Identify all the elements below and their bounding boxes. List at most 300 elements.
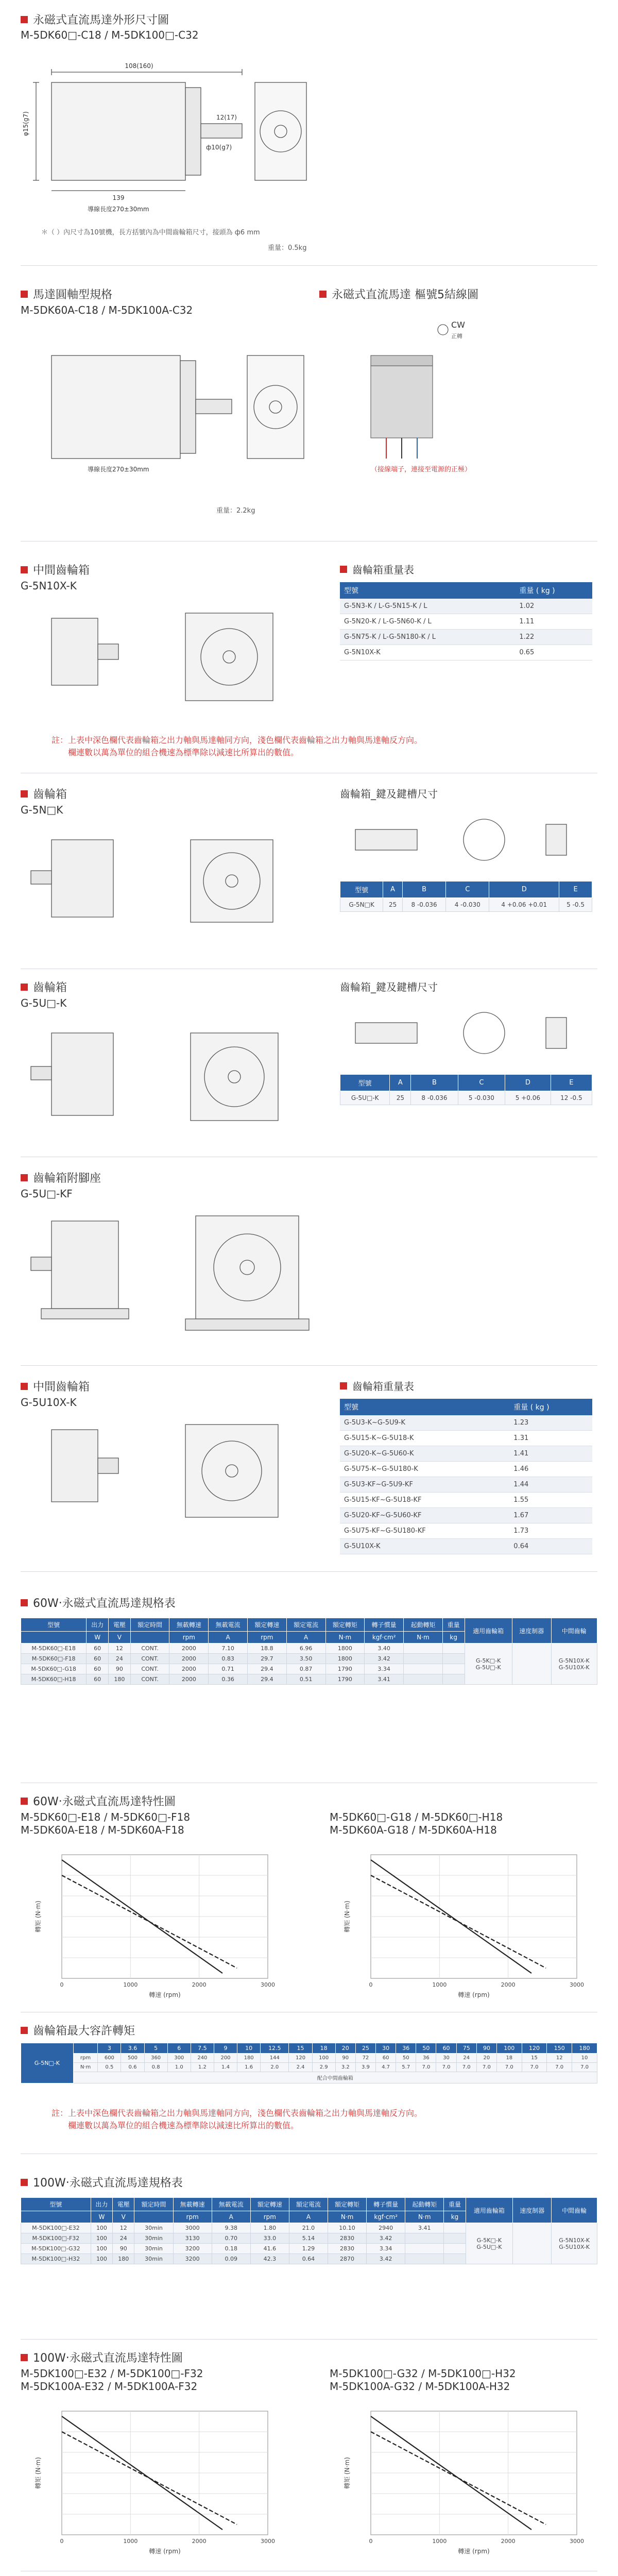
table-cell: 180 <box>237 2054 261 2063</box>
table-header: 適用齒輪箱 <box>465 1618 512 1643</box>
dim-label: φ15(g7) <box>22 111 29 136</box>
table-cell: G-5N75-K / L-G-5N180-K / L <box>340 630 515 645</box>
x-tick-label: 3000 <box>261 1981 275 1988</box>
section-title: 齒輪箱 <box>33 981 67 994</box>
table-cell: 30min <box>134 2254 173 2264</box>
table-cell: 3130 <box>173 2233 212 2244</box>
table-cell: 100 <box>312 2054 335 2063</box>
table-cell: 25 <box>383 898 403 912</box>
table-cell: G-5U20-KF~G-5U60-KF <box>340 1508 509 1523</box>
table-header: 起動轉矩 <box>405 2198 444 2211</box>
table-header: V <box>109 1632 131 1643</box>
table-row <box>21 1643 597 1654</box>
x-tick-label: 0 <box>369 1981 373 1988</box>
table-header <box>21 1632 87 1643</box>
table-cell <box>442 1664 465 1674</box>
table-cell: 配合中間齒輪箱 <box>73 2072 597 2083</box>
table-cell: 1.22 <box>515 630 592 645</box>
table-cell: 2830 <box>328 2233 367 2244</box>
table-header: kg <box>444 2211 466 2223</box>
table-row <box>340 599 592 614</box>
x-tick-label: 1000 <box>123 1981 138 1988</box>
bullet-icon <box>319 291 327 298</box>
table-cell: G-5U10X-K <box>340 1539 509 1554</box>
table-cell <box>404 1654 443 1664</box>
table-header: kgf·cm² <box>365 1632 404 1643</box>
curve-chart-60w-left <box>31 1844 288 2004</box>
table-cell: 7.0 <box>572 2063 597 2072</box>
weight-label: 重量：2.2kg <box>216 507 255 515</box>
table-header: 轉子慣量 <box>365 1618 404 1632</box>
table-header: C <box>446 882 489 898</box>
mid-gear-u-drawing <box>21 1414 319 1538</box>
table-cell: 3.34 <box>365 1664 404 1674</box>
table-header: G-5N□-K <box>21 2043 74 2083</box>
table-cell: G-5N10X-K <box>340 645 515 660</box>
table-header: 重量 ( kg ) <box>509 1399 592 1415</box>
bullet-icon <box>21 2354 28 2361</box>
table-cell: CONT. <box>130 1664 169 1674</box>
y-axis-label: 轉矩 (N·m) <box>35 1901 42 1933</box>
section-title: 齒輪箱最大容許轉矩 <box>33 2025 135 2038</box>
curve-right-line1: M-5DK60□-G18 / M-5DK60□-H18 <box>330 1811 503 1823</box>
table-header: 速度制器 <box>513 2198 552 2223</box>
table-cell: 240 <box>191 2054 214 2063</box>
table-cell: 60 <box>376 2054 396 2063</box>
table-header: W <box>87 1632 109 1643</box>
table-header <box>130 1632 169 1643</box>
x-tick-label: 3000 <box>570 2538 584 2545</box>
table-header: A <box>209 1632 248 1643</box>
bullet-icon <box>340 1382 347 1389</box>
divider <box>21 1571 597 1572</box>
section-header-key <box>340 979 438 994</box>
table-cell <box>512 1643 551 1685</box>
table-cell: 25 <box>390 1091 411 1105</box>
table-header: 9 <box>214 2043 237 2054</box>
table-cell: 12 -0.5 <box>551 1091 592 1105</box>
x-tick-label: 0 <box>60 1981 64 1988</box>
table-cell: 21.0 <box>289 2223 328 2233</box>
table-cell: 18 <box>496 2054 522 2063</box>
table-row <box>340 1091 592 1105</box>
table-cell: 72 <box>355 2054 375 2063</box>
table-cell: 42.3 <box>250 2254 289 2264</box>
table-cell: 8 -0.036 <box>411 1091 458 1105</box>
table-cell: 3.42 <box>367 2233 405 2244</box>
table-cell <box>405 2244 444 2254</box>
lead-wire-label: 導線長度270±30mm <box>88 206 149 213</box>
table-cell: 24 <box>109 1654 131 1664</box>
table-cell: 0.8 <box>144 2063 167 2072</box>
table-cell <box>404 1674 443 1685</box>
table-cell: 8 -0.036 <box>402 898 445 912</box>
table-cell: 60 <box>87 1643 109 1654</box>
bullet-icon <box>21 16 28 23</box>
table-header: 60 <box>436 2043 456 2054</box>
table-cell: M-5DK100□-F32 <box>21 2233 91 2244</box>
table-cell: G-5N10X-K G-5U10X-K <box>552 2223 597 2264</box>
table-cell: 600 <box>98 2054 121 2063</box>
table-cell: 0.36 <box>209 1674 248 1685</box>
table-cell: 5 -0.030 <box>458 1091 505 1105</box>
x-tick-label: 2000 <box>192 1981 207 1988</box>
table-cell: 7.0 <box>522 2063 547 2072</box>
table-header: 型號 <box>21 2198 91 2211</box>
table-row <box>21 2223 597 2233</box>
gear-weight-table <box>340 582 592 660</box>
table-cell: 4 -0.030 <box>446 898 489 912</box>
table-header: 5 <box>144 2043 167 2054</box>
table-cell: 24 <box>113 2233 134 2244</box>
table-cell: 6.96 <box>286 1643 325 1654</box>
table-row <box>21 2063 597 2072</box>
table-cell: 360 <box>144 2054 167 2063</box>
table-header: 無載電流 <box>209 1618 248 1632</box>
table-cell: 3.40 <box>365 1643 404 1654</box>
table-header: 30 <box>376 2043 396 2054</box>
table-cell: 5 +0.06 <box>505 1091 551 1105</box>
x-tick-label: 3000 <box>570 1981 584 1988</box>
table-row <box>21 2072 597 2083</box>
x-tick-label: 0 <box>369 2538 373 2545</box>
gearbox-u-drawing <box>21 1012 319 1141</box>
key-drawing <box>350 1002 587 1064</box>
section-header-100w-curve <box>21 2349 183 2365</box>
table-cell: 0.70 <box>212 2233 250 2244</box>
table-cell: G-5N□K <box>340 898 383 912</box>
table-cell: 33.0 <box>250 2233 289 2244</box>
table-row <box>21 2054 597 2063</box>
table-row <box>21 2043 597 2054</box>
table-row <box>340 1446 592 1462</box>
bullet-icon <box>340 566 347 573</box>
table-header: 型號 <box>340 582 515 599</box>
table-header: 7.5 <box>191 2043 214 2054</box>
table-header: 20 <box>335 2043 355 2054</box>
divider <box>21 2339 597 2340</box>
table-cell <box>442 1674 465 1685</box>
table-row <box>340 1523 592 1539</box>
section-header-wiring <box>319 286 478 302</box>
x-tick-label: 2000 <box>501 2538 516 2545</box>
table-header: A <box>289 2211 328 2223</box>
bullet-icon <box>21 984 28 991</box>
table-cell: CONT. <box>130 1643 169 1654</box>
table-cell: 1.67 <box>509 1508 592 1523</box>
table-row <box>340 614 592 630</box>
table-cell: 0.64 <box>289 2254 328 2264</box>
outline-note: ＊（ ）內尺寸為10號機，長方括號內為中間齒輪箱尺寸，接頭為 ф6 mm <box>41 229 260 236</box>
table-cell: 60 <box>87 1664 109 1674</box>
key-table <box>340 1074 592 1105</box>
table-cell: G-5U20-K~G-5U60-K <box>340 1446 509 1462</box>
table-cell: 1.0 <box>167 2063 191 2072</box>
table-cell: 7.0 <box>547 2063 572 2072</box>
table-cell: 3200 <box>173 2244 212 2254</box>
table-cell: 12 <box>547 2054 572 2063</box>
table-cell: 1.80 <box>250 2223 289 2233</box>
table-cell: 9.38 <box>212 2223 250 2233</box>
torque-table-1 <box>21 2043 597 2083</box>
section-title: 齒輪箱重量表 <box>352 564 414 576</box>
curve-right-line1: M-5DK100□-G32 / M-5DK100□-H32 <box>330 2367 516 2380</box>
table-header: rpm <box>250 2211 289 2223</box>
table-cell: 3.9 <box>355 2063 375 2072</box>
bullet-icon <box>21 2179 28 2186</box>
section-title: 齒輪箱重量表 <box>352 1380 414 1393</box>
table-note: 註：上表中深色欄代表齒輪箱之出力軸與馬達軸同方向，淺色欄代表齒輪箱之出力軸與馬達軸反方向。 欄連數以萬為單位的組合機速為標準除以減速比所算出的數值。 <box>52 2108 423 2130</box>
table-header: 電壓 <box>109 1618 131 1632</box>
section-title: 100W‧永磁式直流馬達特性圖 <box>33 2352 183 2365</box>
rotation-icon <box>438 325 448 335</box>
table-cell: 41.6 <box>250 2244 289 2254</box>
table-row <box>340 645 592 660</box>
table-cell: G-5U75-K~G-5U180-K <box>340 1462 509 1477</box>
table-header: 25 <box>355 2043 375 2054</box>
table-header: 型號 <box>340 1399 509 1415</box>
bullet-icon <box>21 1599 28 1606</box>
curve-right-line2: M-5DK100A-G32 / M-5DK100A-H32 <box>330 2380 510 2393</box>
table-cell <box>444 2254 466 2264</box>
section-header-gearbox-n <box>21 786 67 802</box>
table-header: 100 <box>496 2043 522 2054</box>
section-header-100w-spec <box>21 2174 183 2190</box>
table-header: 額定電流 <box>286 1618 325 1632</box>
cw-sub-label: 正轉 <box>451 333 462 340</box>
section-title: 齒輪箱_鍵及鍵槽尺寸 <box>340 788 438 800</box>
footed-gearbox-drawing <box>21 1206 340 1350</box>
curve-left-line1: M-5DK100□-E32 / M-5DK100□-F32 <box>21 2367 203 2380</box>
table-header: N·m <box>328 2211 367 2223</box>
table-cell: 2000 <box>169 1654 209 1664</box>
table-header: A <box>383 882 403 898</box>
table-header: N·m <box>325 1632 365 1643</box>
table-header: 重量 ( kg ) <box>515 582 592 599</box>
cw-label: CW <box>451 320 465 330</box>
table-cell <box>442 1654 465 1664</box>
table-header: B <box>402 882 445 898</box>
table-header: 12.5 <box>261 2043 289 2054</box>
table-cell: M-5DK100□-H32 <box>21 2254 91 2264</box>
table-cell: 0.64 <box>509 1539 592 1554</box>
table-header: 50 <box>416 2043 436 2054</box>
x-tick-label: 2000 <box>501 1981 516 1988</box>
table-header: E <box>559 882 592 898</box>
lead-wire-label: 導線長度270±30mm <box>88 466 149 473</box>
table-cell: M-5DK60□-H18 <box>21 1674 87 1685</box>
table-header: 出力 <box>91 2198 112 2211</box>
table-cell: 4.7 <box>376 2063 396 2072</box>
section-header-gearbox-u <box>21 979 67 995</box>
table-cell: G-5N20-K / L-G-5N60-K / L <box>340 614 515 630</box>
table-header: N·m <box>405 2211 444 2223</box>
table-cell: 1.6 <box>237 2063 261 2072</box>
table-cell: G-5K□-K G-5U□-K <box>466 2223 513 2264</box>
table-header: 3 <box>98 2043 121 2054</box>
table-cell: 3.42 <box>367 2254 405 2264</box>
table-cell: 1790 <box>325 1664 365 1674</box>
table-header: 無載電流 <box>212 2198 250 2211</box>
table-cell: 1790 <box>325 1674 365 1685</box>
table-cell: 90 <box>113 2244 134 2254</box>
divider <box>21 265 597 266</box>
table-cell: 1.4 <box>214 2063 237 2072</box>
table-cell: 120 <box>289 2054 312 2063</box>
table-cell: 0.87 <box>286 1664 325 1674</box>
section-header-60w-curve <box>21 1793 176 1809</box>
table-header: D <box>505 1075 551 1091</box>
table-header: B <box>411 1075 458 1091</box>
table-cell: 3000 <box>173 2223 212 2233</box>
table-cell: 5.7 <box>396 2063 416 2072</box>
table-cell: rpm <box>73 2054 98 2063</box>
table-cell: M-5DK100□-G32 <box>21 2244 91 2254</box>
section-header-outline <box>21 11 169 27</box>
section-title: 60W‧永磁式直流馬達規格表 <box>33 1597 176 1610</box>
table-header: 150 <box>547 2043 572 2054</box>
round-shaft-drawing <box>21 325 309 495</box>
section-title: 齒輪箱 <box>33 788 67 801</box>
table-header: D <box>489 882 559 898</box>
gearbox-n-drawing <box>21 819 319 943</box>
table-cell: 300 <box>167 2054 191 2063</box>
table-cell: 100 <box>91 2244 112 2254</box>
weight-label: 重量：0.5kg <box>268 244 307 252</box>
table-header: rpm <box>173 2211 212 2223</box>
table-header: 無載轉速 <box>173 2198 212 2211</box>
key-table <box>340 881 592 912</box>
table-cell: 7.0 <box>496 2063 522 2072</box>
table-header: kgf·cm² <box>367 2211 405 2223</box>
table-header: 3.6 <box>121 2043 144 2054</box>
section-header-key <box>340 786 438 801</box>
table-header: V <box>113 2211 134 2223</box>
curve-left-line2: M-5DK60A-E18 / M-5DK60A-F18 <box>21 1824 184 1836</box>
table-row <box>340 1508 592 1523</box>
table-header: 重量 <box>442 1618 465 1632</box>
table-cell: 3.50 <box>286 1654 325 1664</box>
table-cell: 1.2 <box>191 2063 214 2072</box>
section-title: 永磁式直流馬達 樞號5結線圖 <box>332 289 478 301</box>
table-cell <box>405 2254 444 2264</box>
dim-label: 108(160) <box>125 62 153 70</box>
table-cell: G-5N10X-K G-5U10X-K <box>551 1643 597 1685</box>
section-header-round-shaft <box>21 286 112 302</box>
table-cell: G-5N3-K / L-G-5N15-K / L <box>340 599 515 614</box>
table-cell: G-5U15-KF~G-5U18-KF <box>340 1493 509 1508</box>
table-row <box>340 1477 592 1493</box>
section-title: 60W‧永磁式直流馬達特性圖 <box>33 1795 176 1808</box>
curve-chart-100w-left <box>31 2401 288 2561</box>
section-header-torque1 <box>21 2022 135 2038</box>
table-header: E <box>551 1075 592 1091</box>
table-cell: 1.73 <box>509 1523 592 1539</box>
section-title: 齒輪箱_鍵及鍵槽尺寸 <box>340 981 438 993</box>
table-header: 中間齒輪 <box>552 2198 597 2223</box>
table-cell: 20 <box>476 2054 496 2063</box>
gear-weight-table-u <box>340 1399 592 1554</box>
table-cell <box>444 2244 466 2254</box>
table-cell: 0.6 <box>121 2063 144 2072</box>
table-cell <box>404 1664 443 1674</box>
table-header: 額定轉矩 <box>328 2198 367 2211</box>
table-header: 速度制器 <box>512 1618 551 1643</box>
table-cell: 2000 <box>169 1664 209 1674</box>
table-header: 36 <box>396 2043 416 2054</box>
table-header: A <box>286 1632 325 1643</box>
dim-label: 139 <box>112 194 125 201</box>
table-header: 型號 <box>21 1618 87 1632</box>
table-cell: 7.0 <box>476 2063 496 2072</box>
table-cell: 2000 <box>169 1674 209 1685</box>
table-row <box>340 1415 592 1431</box>
wiring-note: （接線端子，連接至電源的正極） <box>371 466 472 473</box>
table-cell: 1.46 <box>509 1462 592 1477</box>
table-header: 15 <box>289 2043 312 2054</box>
section-subtitle: G-5U□-KF <box>21 1188 73 1200</box>
table-cell: 29.4 <box>248 1664 287 1674</box>
table-cell <box>405 2233 444 2244</box>
table-cell: G-5U75-KF~G-5U180-KF <box>340 1523 509 1539</box>
table-header: 起動轉矩 <box>404 1618 443 1632</box>
section-title: 中間齒輪箱 <box>33 1381 90 1394</box>
table-cell: 4 +0.06 +0.01 <box>489 898 559 912</box>
table-header: 90 <box>476 2043 496 2054</box>
table-cell: 1800 <box>325 1643 365 1654</box>
table-cell <box>442 1643 465 1654</box>
table-header: 轉子慣量 <box>367 2198 405 2211</box>
table-cell: 180 <box>113 2254 134 2264</box>
table-cell <box>404 1643 443 1654</box>
table-cell: CONT. <box>130 1654 169 1664</box>
table-cell: 2.4 <box>289 2063 312 2072</box>
table-header: W <box>91 2211 112 2223</box>
curve-chart-100w-right <box>340 2401 597 2561</box>
table-cell: 100 <box>91 2233 112 2244</box>
table-cell: 100 <box>91 2223 112 2233</box>
table-header: 型號 <box>340 1075 390 1091</box>
table-header: N·m <box>404 1632 443 1643</box>
table-header: 無載轉速 <box>169 1618 209 1632</box>
table-cell: M-5DK60□-E18 <box>21 1643 87 1654</box>
table-cell: 1.23 <box>509 1415 592 1431</box>
bullet-icon <box>21 1174 28 1181</box>
table-cell: 3.41 <box>405 2223 444 2233</box>
table-row <box>340 630 592 645</box>
table-cell: 10.10 <box>328 2223 367 2233</box>
table-cell: 0.65 <box>515 645 592 660</box>
table-cell: 1.31 <box>509 1431 592 1446</box>
table-row <box>340 1539 592 1554</box>
table-cell: M-5DK60□-G18 <box>21 1664 87 1674</box>
table-row <box>340 1431 592 1446</box>
table-cell: 2.9 <box>312 2063 335 2072</box>
table-cell: 7.10 <box>209 1643 248 1654</box>
table-header: 10 <box>237 2043 261 2054</box>
dim-label: 12(17) <box>216 114 237 121</box>
divider <box>21 1365 597 1366</box>
table-header: 額定時間 <box>130 1618 169 1632</box>
table-header: 75 <box>456 2043 476 2054</box>
table-cell: 29.7 <box>248 1654 287 1664</box>
table-cell: 100 <box>91 2254 112 2264</box>
section-subtitle: G-5N□K <box>21 804 63 816</box>
table-cell: 0.18 <box>212 2244 250 2254</box>
bullet-icon <box>21 1798 28 1805</box>
spec-table-100w <box>21 2197 597 2264</box>
y-axis-label: 轉矩 (N·m) <box>344 2457 351 2489</box>
